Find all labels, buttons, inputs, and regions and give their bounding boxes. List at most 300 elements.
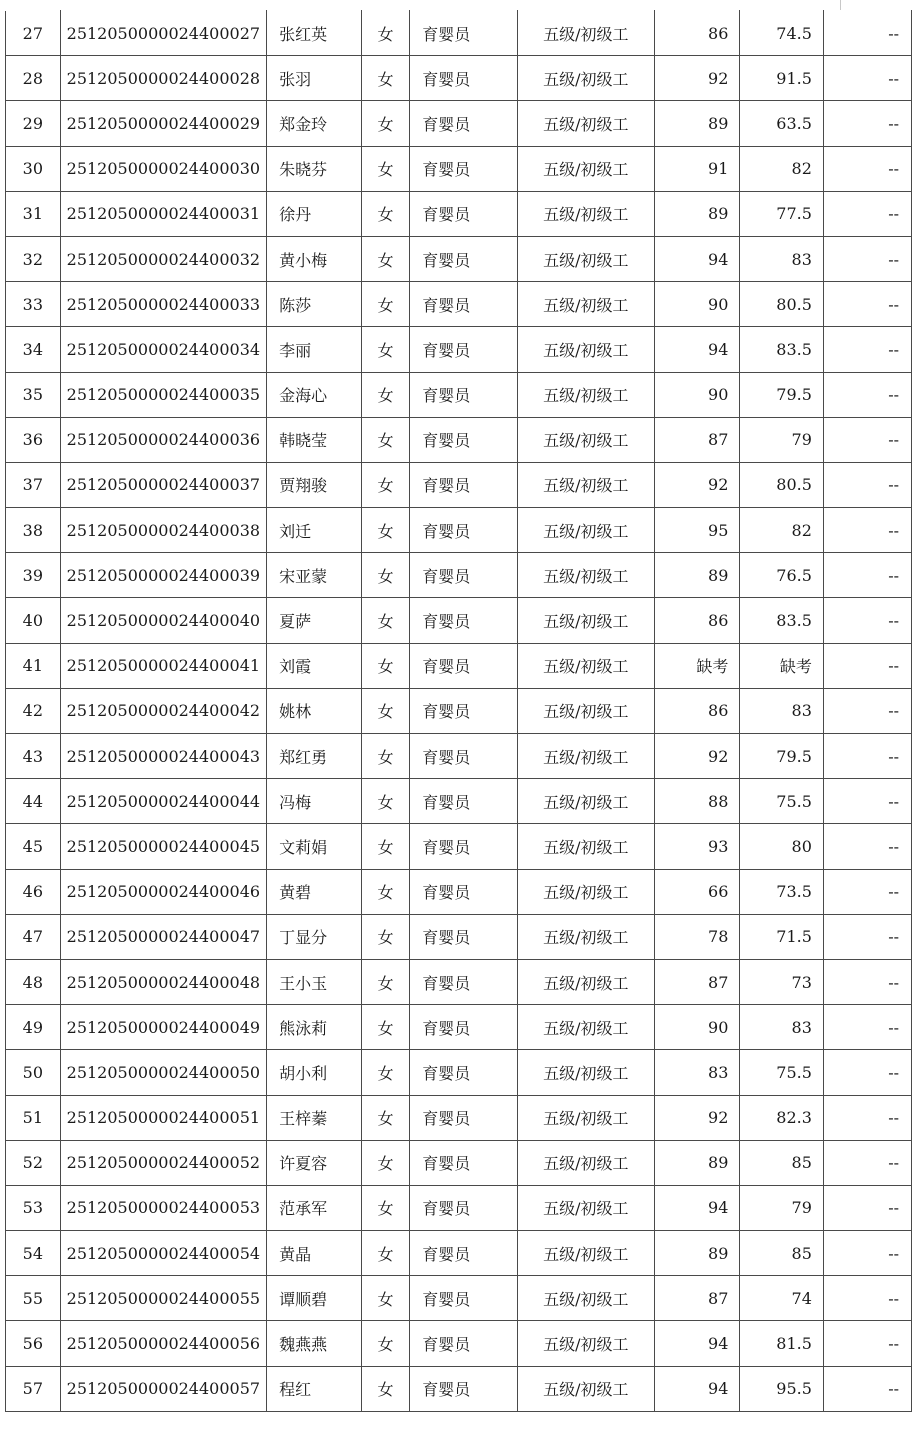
candidate-name-cell: 朱晓芬 (267, 146, 362, 191)
row-number-cell: 54 (6, 1231, 61, 1276)
theory-score-cell: 90 (654, 282, 739, 327)
grade-level-cell: 五级/初级工 (517, 553, 654, 598)
candidate-id-cell: 2512050000024400050 (60, 1050, 266, 1095)
table-row (6, 914, 912, 959)
result-cell: -- (823, 282, 911, 327)
candidate-id-cell: 2512050000024400032 (60, 236, 266, 281)
candidate-name-cell: 魏燕燕 (267, 1321, 362, 1366)
practical-score-cell: 83 (740, 236, 824, 281)
row-number-cell: 49 (6, 1005, 61, 1050)
candidate-id-cell: 2512050000024400051 (60, 1095, 266, 1140)
occupation-cell: 育婴员 (410, 959, 517, 1004)
gender-cell: 女 (361, 688, 410, 733)
candidate-id-cell: 2512050000024400047 (60, 914, 266, 959)
theory-score-cell: 86 (654, 688, 739, 733)
result-cell: -- (823, 11, 911, 56)
occupation-cell: 育婴员 (410, 146, 517, 191)
practical-score-cell: 79 (740, 1185, 824, 1230)
row-number-cell: 50 (6, 1050, 61, 1095)
theory-score-cell: 92 (654, 734, 739, 779)
candidate-name-cell: 金海心 (267, 372, 362, 417)
occupation-cell: 育婴员 (410, 236, 517, 281)
candidate-name-cell: 李丽 (267, 327, 362, 372)
practical-score-cell: 73.5 (740, 869, 824, 914)
result-cell: -- (823, 779, 911, 824)
table-row (6, 734, 912, 779)
result-cell: -- (823, 101, 911, 146)
occupation-cell: 育婴员 (410, 1140, 517, 1185)
occupation-cell: 育婴员 (410, 688, 517, 733)
table-row (6, 1140, 912, 1185)
grade-level-cell: 五级/初级工 (517, 11, 654, 56)
theory-score-cell: 88 (654, 779, 739, 824)
results-table (5, 10, 912, 1412)
candidate-name-cell: 丁显分 (267, 914, 362, 959)
theory-score-cell: 86 (654, 598, 739, 643)
result-cell: -- (823, 824, 911, 869)
result-cell: -- (823, 553, 911, 598)
row-number-cell: 46 (6, 869, 61, 914)
gender-cell: 女 (361, 1050, 410, 1095)
practical-score-cell: 83.5 (740, 598, 824, 643)
candidate-id-cell: 2512050000024400054 (60, 1231, 266, 1276)
table-row (6, 1321, 912, 1366)
grade-level-cell: 五级/初级工 (517, 462, 654, 507)
theory-score-cell: 缺考 (654, 643, 739, 688)
gender-cell: 女 (361, 1276, 410, 1321)
practical-score-cell: 81.5 (740, 1321, 824, 1366)
candidate-id-cell: 2512050000024400028 (60, 56, 266, 101)
gender-cell: 女 (361, 191, 410, 236)
result-cell: -- (823, 1276, 911, 1321)
table-row (6, 191, 912, 236)
grade-level-cell: 五级/初级工 (517, 1005, 654, 1050)
candidate-name-cell: 程红 (267, 1366, 362, 1411)
gender-cell: 女 (361, 508, 410, 553)
theory-score-cell: 89 (654, 101, 739, 146)
gender-cell: 女 (361, 779, 410, 824)
table-row (6, 1185, 912, 1230)
practical-score-cell: 80.5 (740, 282, 824, 327)
theory-score-cell: 92 (654, 56, 739, 101)
table-row (6, 372, 912, 417)
candidate-id-cell: 2512050000024400044 (60, 779, 266, 824)
theory-score-cell: 93 (654, 824, 739, 869)
row-number-cell: 27 (6, 11, 61, 56)
gender-cell: 女 (361, 1185, 410, 1230)
occupation-cell: 育婴员 (410, 914, 517, 959)
grade-level-cell: 五级/初级工 (517, 1140, 654, 1185)
result-cell: -- (823, 327, 911, 372)
table-row (6, 462, 912, 507)
gender-cell: 女 (361, 236, 410, 281)
candidate-id-cell: 2512050000024400035 (60, 372, 266, 417)
gender-cell: 女 (361, 598, 410, 643)
gender-cell: 女 (361, 417, 410, 462)
result-cell: -- (823, 417, 911, 462)
candidate-name-cell: 黄碧 (267, 869, 362, 914)
candidate-name-cell: 范承军 (267, 1185, 362, 1230)
theory-score-cell: 94 (654, 236, 739, 281)
gender-cell: 女 (361, 101, 410, 146)
result-cell: -- (823, 462, 911, 507)
candidate-id-cell: 2512050000024400043 (60, 734, 266, 779)
occupation-cell: 育婴员 (410, 417, 517, 462)
table-row (6, 146, 912, 191)
grade-level-cell: 五级/初级工 (517, 1095, 654, 1140)
table-row (6, 1231, 912, 1276)
theory-score-cell: 90 (654, 372, 739, 417)
occupation-cell: 育婴员 (410, 1276, 517, 1321)
result-cell: -- (823, 734, 911, 779)
occupation-cell: 育婴员 (410, 372, 517, 417)
row-number-cell: 29 (6, 101, 61, 146)
grade-level-cell: 五级/初级工 (517, 643, 654, 688)
row-number-cell: 38 (6, 508, 61, 553)
table-row (6, 553, 912, 598)
theory-score-cell: 94 (654, 1366, 739, 1411)
row-number-cell: 30 (6, 146, 61, 191)
candidate-id-cell: 2512050000024400042 (60, 688, 266, 733)
result-cell: -- (823, 372, 911, 417)
table-row (6, 508, 912, 553)
practical-score-cell: 63.5 (740, 101, 824, 146)
grade-level-cell: 五级/初级工 (517, 191, 654, 236)
candidate-id-cell: 2512050000024400030 (60, 146, 266, 191)
grade-level-cell: 五级/初级工 (517, 688, 654, 733)
row-number-cell: 57 (6, 1366, 61, 1411)
practical-score-cell: 82 (740, 508, 824, 553)
candidate-id-cell: 2512050000024400056 (60, 1321, 266, 1366)
gender-cell: 女 (361, 959, 410, 1004)
practical-score-cell: 79.5 (740, 734, 824, 779)
occupation-cell: 育婴员 (410, 11, 517, 56)
candidate-name-cell: 黄小梅 (267, 236, 362, 281)
gender-cell: 女 (361, 327, 410, 372)
gender-cell: 女 (361, 734, 410, 779)
occupation-cell: 育婴员 (410, 1095, 517, 1140)
row-number-cell: 44 (6, 779, 61, 824)
table-row (6, 779, 912, 824)
grade-level-cell: 五级/初级工 (517, 1276, 654, 1321)
practical-score-cell: 91.5 (740, 56, 824, 101)
practical-score-cell: 74.5 (740, 11, 824, 56)
grade-level-cell: 五级/初级工 (517, 101, 654, 146)
result-cell: -- (823, 56, 911, 101)
table-row (6, 11, 912, 56)
table-row (6, 1276, 912, 1321)
candidate-id-cell: 2512050000024400038 (60, 508, 266, 553)
result-cell: -- (823, 959, 911, 1004)
grade-level-cell: 五级/初级工 (517, 508, 654, 553)
candidate-id-cell: 2512050000024400046 (60, 869, 266, 914)
candidate-id-cell: 2512050000024400034 (60, 327, 266, 372)
table-row (6, 417, 912, 462)
candidate-name-cell: 许夏容 (267, 1140, 362, 1185)
result-cell: -- (823, 508, 911, 553)
theory-score-cell: 92 (654, 462, 739, 507)
gender-cell: 女 (361, 914, 410, 959)
occupation-cell: 育婴员 (410, 1231, 517, 1276)
gender-cell: 女 (361, 824, 410, 869)
row-number-cell: 28 (6, 56, 61, 101)
row-number-cell: 39 (6, 553, 61, 598)
grade-level-cell: 五级/初级工 (517, 1321, 654, 1366)
gender-cell: 女 (361, 553, 410, 598)
candidate-name-cell: 韩晓莹 (267, 417, 362, 462)
occupation-cell: 育婴员 (410, 1005, 517, 1050)
grade-level-cell: 五级/初级工 (517, 372, 654, 417)
grade-level-cell: 五级/初级工 (517, 779, 654, 824)
result-cell: -- (823, 598, 911, 643)
result-cell: -- (823, 1005, 911, 1050)
gender-cell: 女 (361, 282, 410, 327)
theory-score-cell: 92 (654, 1095, 739, 1140)
candidate-name-cell: 谭顺碧 (267, 1276, 362, 1321)
practical-score-cell: 82.3 (740, 1095, 824, 1140)
row-number-cell: 55 (6, 1276, 61, 1321)
gender-cell: 女 (361, 643, 410, 688)
row-number-cell: 40 (6, 598, 61, 643)
candidate-id-cell: 2512050000024400055 (60, 1276, 266, 1321)
candidate-name-cell: 刘迁 (267, 508, 362, 553)
row-number-cell: 45 (6, 824, 61, 869)
gender-cell: 女 (361, 146, 410, 191)
gender-cell: 女 (361, 869, 410, 914)
gender-cell: 女 (361, 1095, 410, 1140)
grade-level-cell: 五级/初级工 (517, 1366, 654, 1411)
row-number-cell: 35 (6, 372, 61, 417)
table-row (6, 236, 912, 281)
occupation-cell: 育婴员 (410, 1185, 517, 1230)
results-table-body (6, 11, 912, 1412)
grade-level-cell: 五级/初级工 (517, 236, 654, 281)
candidate-name-cell: 张红英 (267, 11, 362, 56)
row-number-cell: 42 (6, 688, 61, 733)
grade-level-cell: 五级/初级工 (517, 1185, 654, 1230)
result-cell: -- (823, 1231, 911, 1276)
row-number-cell: 31 (6, 191, 61, 236)
practical-score-cell: 80.5 (740, 462, 824, 507)
result-cell: -- (823, 236, 911, 281)
gender-cell: 女 (361, 1231, 410, 1276)
result-cell: -- (823, 688, 911, 733)
occupation-cell: 育婴员 (410, 327, 517, 372)
candidate-name-cell: 黄晶 (267, 1231, 362, 1276)
grade-level-cell: 五级/初级工 (517, 869, 654, 914)
theory-score-cell: 89 (654, 1231, 739, 1276)
theory-score-cell: 66 (654, 869, 739, 914)
candidate-name-cell: 王小玉 (267, 959, 362, 1004)
table-row (6, 101, 912, 146)
theory-score-cell: 83 (654, 1050, 739, 1095)
gender-cell: 女 (361, 1140, 410, 1185)
practical-score-cell: 73 (740, 959, 824, 1004)
practical-score-cell: 83.5 (740, 327, 824, 372)
candidate-name-cell: 郑红勇 (267, 734, 362, 779)
occupation-cell: 育婴员 (410, 779, 517, 824)
candidate-name-cell: 冯梅 (267, 779, 362, 824)
grade-level-cell: 五级/初级工 (517, 914, 654, 959)
candidate-id-cell: 2512050000024400036 (60, 417, 266, 462)
grade-level-cell: 五级/初级工 (517, 1050, 654, 1095)
practical-score-cell: 83 (740, 1005, 824, 1050)
table-row (6, 1005, 912, 1050)
grade-level-cell: 五级/初级工 (517, 734, 654, 779)
practical-score-cell: 79 (740, 417, 824, 462)
theory-score-cell: 95 (654, 508, 739, 553)
result-cell: -- (823, 1185, 911, 1230)
grade-level-cell: 五级/初级工 (517, 959, 654, 1004)
grade-level-cell: 五级/初级工 (517, 146, 654, 191)
practical-score-cell: 95.5 (740, 1366, 824, 1411)
candidate-name-cell: 徐丹 (267, 191, 362, 236)
theory-score-cell: 89 (654, 553, 739, 598)
practical-score-cell: 缺考 (740, 643, 824, 688)
top-edge-rule (840, 0, 841, 10)
candidate-id-cell: 2512050000024400037 (60, 462, 266, 507)
result-cell: -- (823, 146, 911, 191)
candidate-name-cell: 宋亚蒙 (267, 553, 362, 598)
table-row (6, 598, 912, 643)
row-number-cell: 33 (6, 282, 61, 327)
grade-level-cell: 五级/初级工 (517, 56, 654, 101)
result-cell: -- (823, 869, 911, 914)
gender-cell: 女 (361, 1321, 410, 1366)
candidate-name-cell: 文莉娟 (267, 824, 362, 869)
practical-score-cell: 74 (740, 1276, 824, 1321)
occupation-cell: 育婴员 (410, 643, 517, 688)
practical-score-cell: 75.5 (740, 779, 824, 824)
practical-score-cell: 75.5 (740, 1050, 824, 1095)
candidate-name-cell: 夏萨 (267, 598, 362, 643)
theory-score-cell: 94 (654, 327, 739, 372)
candidate-name-cell: 刘霞 (267, 643, 362, 688)
row-number-cell: 48 (6, 959, 61, 1004)
candidate-id-cell: 2512050000024400049 (60, 1005, 266, 1050)
table-row (6, 1366, 912, 1411)
theory-score-cell: 90 (654, 1005, 739, 1050)
result-cell: -- (823, 191, 911, 236)
grade-level-cell: 五级/初级工 (517, 327, 654, 372)
grade-level-cell: 五级/初级工 (517, 598, 654, 643)
row-number-cell: 51 (6, 1095, 61, 1140)
gender-cell: 女 (361, 1366, 410, 1411)
theory-score-cell: 87 (654, 1276, 739, 1321)
candidate-name-cell: 张羽 (267, 56, 362, 101)
row-number-cell: 47 (6, 914, 61, 959)
candidate-id-cell: 2512050000024400057 (60, 1366, 266, 1411)
occupation-cell: 育婴员 (410, 191, 517, 236)
candidate-id-cell: 2512050000024400045 (60, 824, 266, 869)
candidate-name-cell: 姚林 (267, 688, 362, 733)
theory-score-cell: 91 (654, 146, 739, 191)
row-number-cell: 52 (6, 1140, 61, 1185)
gender-cell: 女 (361, 56, 410, 101)
practical-score-cell: 76.5 (740, 553, 824, 598)
table-row (6, 56, 912, 101)
theory-score-cell: 94 (654, 1185, 739, 1230)
table-row (6, 824, 912, 869)
row-number-cell: 37 (6, 462, 61, 507)
table-row (6, 643, 912, 688)
occupation-cell: 育婴员 (410, 1050, 517, 1095)
candidate-name-cell: 王梓蓁 (267, 1095, 362, 1140)
occupation-cell: 育婴员 (410, 824, 517, 869)
occupation-cell: 育婴员 (410, 598, 517, 643)
practical-score-cell: 85 (740, 1140, 824, 1185)
table-row (6, 959, 912, 1004)
table-row (6, 327, 912, 372)
occupation-cell: 育婴员 (410, 734, 517, 779)
table-row (6, 1095, 912, 1140)
candidate-name-cell: 熊泳莉 (267, 1005, 362, 1050)
occupation-cell: 育婴员 (410, 282, 517, 327)
gender-cell: 女 (361, 372, 410, 417)
candidate-name-cell: 郑金玲 (267, 101, 362, 146)
theory-score-cell: 87 (654, 417, 739, 462)
grade-level-cell: 五级/初级工 (517, 1231, 654, 1276)
candidate-id-cell: 2512050000024400040 (60, 598, 266, 643)
gender-cell: 女 (361, 462, 410, 507)
occupation-cell: 育婴员 (410, 462, 517, 507)
practical-score-cell: 79.5 (740, 372, 824, 417)
table-row (6, 688, 912, 733)
practical-score-cell: 82 (740, 146, 824, 191)
result-cell: -- (823, 1095, 911, 1140)
occupation-cell: 育婴员 (410, 1321, 517, 1366)
grade-level-cell: 五级/初级工 (517, 282, 654, 327)
practical-score-cell: 85 (740, 1231, 824, 1276)
row-number-cell: 36 (6, 417, 61, 462)
candidate-id-cell: 2512050000024400039 (60, 553, 266, 598)
practical-score-cell: 77.5 (740, 191, 824, 236)
row-number-cell: 32 (6, 236, 61, 281)
grade-level-cell: 五级/初级工 (517, 824, 654, 869)
candidate-id-cell: 2512050000024400052 (60, 1140, 266, 1185)
table-row (6, 869, 912, 914)
candidate-name-cell: 贾翔骏 (267, 462, 362, 507)
result-cell: -- (823, 1050, 911, 1095)
candidate-id-cell: 2512050000024400027 (60, 11, 266, 56)
result-cell: -- (823, 1140, 911, 1185)
occupation-cell: 育婴员 (410, 508, 517, 553)
occupation-cell: 育婴员 (410, 101, 517, 146)
table-row (6, 1050, 912, 1095)
row-number-cell: 56 (6, 1321, 61, 1366)
occupation-cell: 育婴员 (410, 553, 517, 598)
row-number-cell: 41 (6, 643, 61, 688)
result-cell: -- (823, 1321, 911, 1366)
candidate-id-cell: 2512050000024400031 (60, 191, 266, 236)
theory-score-cell: 89 (654, 191, 739, 236)
result-cell: -- (823, 643, 911, 688)
theory-score-cell: 86 (654, 11, 739, 56)
theory-score-cell: 94 (654, 1321, 739, 1366)
candidate-id-cell: 2512050000024400048 (60, 959, 266, 1004)
candidate-name-cell: 胡小利 (267, 1050, 362, 1095)
grade-level-cell: 五级/初级工 (517, 417, 654, 462)
practical-score-cell: 83 (740, 688, 824, 733)
occupation-cell: 育婴员 (410, 869, 517, 914)
theory-score-cell: 78 (654, 914, 739, 959)
gender-cell: 女 (361, 1005, 410, 1050)
occupation-cell: 育婴员 (410, 1366, 517, 1411)
gender-cell: 女 (361, 11, 410, 56)
theory-score-cell: 89 (654, 1140, 739, 1185)
row-number-cell: 34 (6, 327, 61, 372)
table-row (6, 282, 912, 327)
